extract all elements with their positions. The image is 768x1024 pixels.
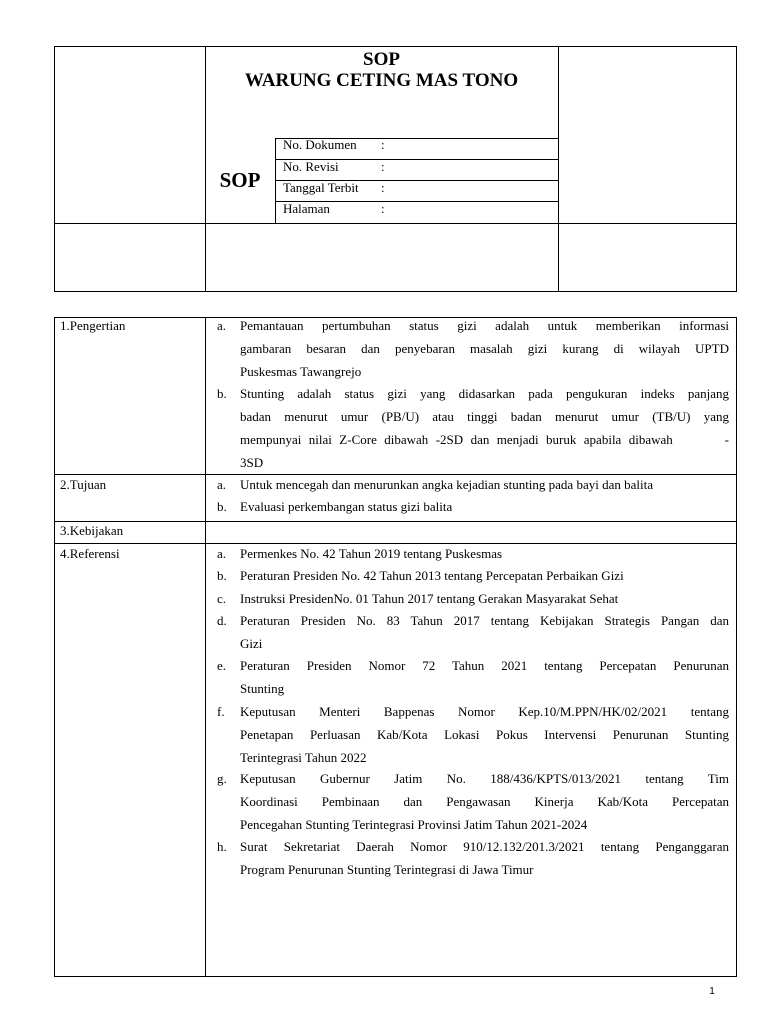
list-item-line: 3SD <box>240 455 264 470</box>
meta-label-no-dokumen: No. Dokumen <box>283 137 357 152</box>
list-item-line: Surat Sekretariat Daerah Nomor 910/12.132/201.3/2021 tentang Penganggaran <box>240 839 729 854</box>
list-marker: b. <box>217 386 227 401</box>
list-item <box>217 835 729 881</box>
header-border-right <box>736 46 737 292</box>
page-number: 1 <box>709 986 715 997</box>
list-item <box>217 495 729 518</box>
list-item-line: Pencegahan Stunting Terintegrasi Provinsi Jatim Tahun 2021-2024 <box>240 817 588 832</box>
document-title-line-1: SOP <box>363 49 400 70</box>
list-marker: f. <box>217 704 225 719</box>
content-border-left <box>54 317 55 977</box>
list-marker: b. <box>217 568 227 583</box>
list-item-line: Terintegrasi Tahun 2022 <box>240 750 367 765</box>
list-item-line: gambaran besaran dan penyebaran masalah gizi kurang di wilayah UPTD <box>240 341 729 356</box>
sop-header-table <box>54 46 737 292</box>
meta-label-halaman: Halaman <box>283 201 330 216</box>
list-item-line: Peraturan Presiden Nomor 72 Tahun 2021 tentang Percepatan Penurunan <box>240 658 729 673</box>
section-label-kebijakan: 3.Kebijakan <box>60 523 124 538</box>
list-item-line: Pemantauan pertumbuhan status gizi adalah untuk memberikan informasi <box>240 318 729 333</box>
list-item <box>217 542 729 565</box>
meta-value-tanggal-terbit: : <box>381 180 385 195</box>
meta-label-tanggal-terbit: Tanggal Terbit <box>283 180 359 195</box>
list-marker: d. <box>217 613 227 628</box>
list-marker: e. <box>217 658 227 673</box>
list-item <box>217 314 729 383</box>
content-border-bottom <box>54 976 737 977</box>
header-row-divider <box>54 223 737 224</box>
list-item-line: Peraturan Presiden No. 42 Tahun 2013 tentang Percepatan Perbaikan Gizi <box>240 568 624 583</box>
list-item <box>217 564 729 587</box>
section-label-tujuan: 2.Tujuan <box>60 477 107 492</box>
list-item-line: Untuk mencegah dan menurunkan angka kejadian stunting pada bayi dan balita <box>240 477 653 492</box>
list-marker: a. <box>217 477 227 492</box>
list-item-line: Penetapan Perluasan Kab/Kota Lokasi Pokus Intervensi Penurunan Stunting <box>240 727 729 742</box>
list-item <box>217 382 729 474</box>
header-border-top <box>54 46 737 47</box>
list-item <box>217 700 729 769</box>
section-label-pengertian: 1.Pengertian <box>60 318 126 333</box>
header-col-divider-2 <box>558 46 559 292</box>
list-marker: a. <box>217 318 227 333</box>
list-item-line: Gizi <box>240 636 263 651</box>
sop-side-label: SOP <box>219 168 261 192</box>
header-border-bottom <box>54 291 737 292</box>
list-item <box>217 609 729 655</box>
list-item-line: Program Penurunan Stunting Terintegrasi di Jawa Timur <box>240 862 534 877</box>
list-marker: b. <box>217 499 227 514</box>
list-item <box>217 587 729 610</box>
meta-col-divider <box>275 138 276 223</box>
list-marker: g. <box>217 771 227 786</box>
content-col-divider <box>205 317 206 977</box>
list-item-line: Peraturan Presiden No. 83 Tahun 2017 tentang Kebijakan Strategis Pangan dan <box>240 613 729 628</box>
list-marker: h. <box>217 839 227 854</box>
meta-value-no-dokumen: : <box>381 137 385 152</box>
row-divider-kebijakan <box>54 521 737 522</box>
content-border-right <box>736 317 737 977</box>
list-marker: c. <box>217 591 227 606</box>
list-item-line: Stunting adalah status gizi yang didasarkan pada pengukuran indeks panjang <box>240 386 729 401</box>
header-border-left <box>54 46 55 292</box>
meta-label-no-revisi: No. Revisi <box>283 159 339 174</box>
list-item <box>217 767 729 836</box>
list-item-line: Permenkes No. 42 Tahun 2019 tentang Puskesmas <box>240 546 503 561</box>
list-item-line: Keputusan Gubernur Jatim No. 188/436/KPTS/013/2021 tentang Tim <box>240 771 729 786</box>
meta-value-halaman: : <box>381 201 385 216</box>
list-item-line: Keputusan Menteri Bappenas Nomor Kep.10/M.PPN/HK/02/2021 tentang <box>240 704 729 719</box>
list-item <box>217 473 729 496</box>
list-item-line: Koordinasi Pembinaan dan Pengawasan Kinerja Kab/Kota Percepatan <box>240 794 729 809</box>
meta-value-no-revisi: : <box>381 159 385 174</box>
sop-content-table <box>54 317 737 977</box>
list-marker: a. <box>217 546 227 561</box>
list-item-line: Evaluasi perkembangan status gizi balita <box>240 499 453 514</box>
document-title-line-2: WARUNG CETING MAS TONO <box>244 70 519 91</box>
list-item <box>217 654 729 700</box>
list-item-line: badan menurut umur (PB/U) atau tinggi badan menurut umur (TB/U) yang <box>240 409 729 424</box>
section-label-referensi: 4.Referensi <box>60 546 120 561</box>
list-item-line: mempunyai nilai Z-Core dibawah -2SD dan menjadi buruk apabila dibawah - <box>240 432 729 447</box>
list-item-line: Stunting <box>240 681 285 696</box>
list-item-line: Puskesmas Tawangrejo <box>240 364 362 379</box>
list-item-line: Instruksi PresidenNo. 01 Tahun 2017 tentang Gerakan Masyarakat Sehat <box>240 591 619 606</box>
